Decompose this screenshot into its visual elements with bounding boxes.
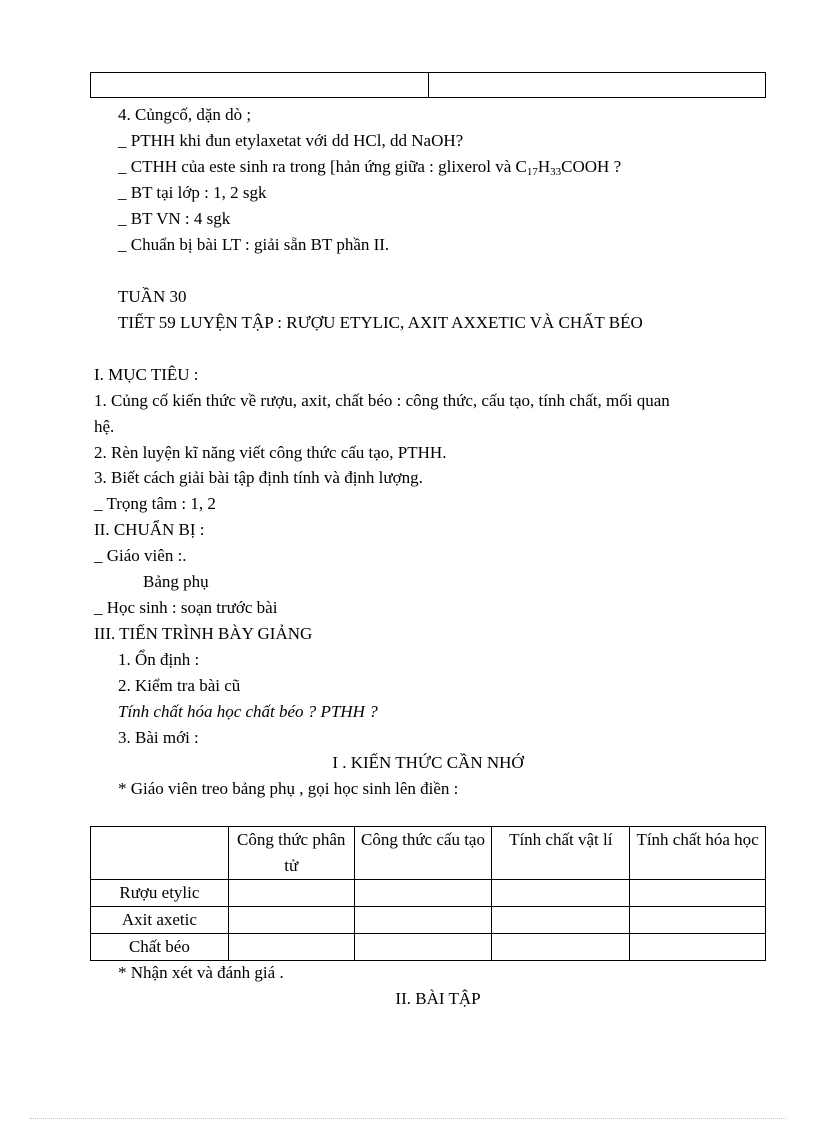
lesson-title: TIẾT 59 LUYỆN TẬP : RƯỢU ETYLIC, AXIT AXXETIC VÀ CHẤT BÉO — [118, 313, 643, 332]
preparation-teacher-item: Bảng phụ — [143, 572, 209, 591]
table-cell — [354, 880, 492, 907]
table-cell — [492, 880, 630, 907]
table-header-structure: Công thức cấu tạo — [354, 827, 492, 880]
section4-heading: 4. Củngcố, dặn dò ; — [118, 105, 252, 124]
knowledge-table — [90, 826, 766, 961]
table-header-physical: Tính chất vật lí — [492, 827, 630, 880]
process-step-3: 3. Bài mới : — [118, 728, 199, 747]
process-step-1: 1. Ổn định : — [118, 650, 200, 669]
table-cell — [228, 880, 354, 907]
row-label-chat-beo: Chất béo — [91, 934, 229, 961]
table-cell — [492, 934, 630, 961]
table-cell — [630, 907, 766, 934]
table-row — [91, 907, 766, 934]
focus-line: _ Trọng tâm : 1, 2 — [94, 494, 216, 513]
row-label-ruou: Rượu etylic — [91, 880, 229, 907]
table-header-row — [91, 827, 766, 880]
preparation-teacher: _ Giáo viên :. — [94, 546, 187, 565]
page-bottom-divider — [30, 1118, 786, 1119]
table-cell — [630, 880, 766, 907]
table-cell — [354, 934, 492, 961]
table-cell — [354, 907, 492, 934]
objective-1: 1. Củng cố kiến thức về rượu, axit, chất béo : công thức, cấu tạo, tính chất, mối quan — [94, 391, 670, 410]
teacher-instruction: * Giáo viên treo bảng phụ , gọi học sinh lên điền : — [118, 779, 459, 798]
row-label-axit: Axit axetic — [91, 907, 229, 934]
exercises-heading: II. BÀI TẬP — [395, 989, 481, 1008]
objective-2: 2. Rèn luyện kĩ năng viết công thức cấu tạo, PTHH. — [94, 443, 447, 462]
table-header-chemical: Tính chất hóa học — [630, 827, 766, 880]
table-row — [91, 934, 766, 961]
process-heading: III. TIẾN TRÌNH BÀY GIẢNG — [94, 624, 313, 643]
table-cell — [492, 907, 630, 934]
objectives-heading: I. MỤC TIÊU : — [94, 365, 199, 384]
objective-1-cont: hệ. — [94, 417, 115, 436]
objective-3: 3. Biết cách giải bài tập định tính và định lượng. — [94, 468, 423, 487]
table-header-formula: Công thức phân tử — [228, 827, 354, 880]
preparation-student: _ Học sinh : soạn trước bài — [94, 598, 278, 617]
section4-item-bt-lop: _ BT tại lớp : 1, 2 sgk — [118, 183, 267, 202]
table-cell — [228, 907, 354, 934]
evaluation-note: * Nhận xét và đánh giá . — [118, 963, 284, 982]
table-row — [91, 880, 766, 907]
table-header-blank — [91, 827, 229, 880]
section4-item-chuan-bi: _ Chuẩn bị bài LT : giải sẵn BT phần II. — [118, 235, 390, 254]
process-step-2: 2. Kiểm tra bài cũ — [118, 676, 241, 695]
table-cell — [228, 934, 354, 961]
top-table-cell-left — [91, 73, 429, 98]
preparation-heading: II. CHUẨN BỊ : — [94, 520, 205, 539]
knowledge-heading: I . KIẾN THỨC CẦN NHỚ — [332, 753, 524, 772]
table-cell — [630, 934, 766, 961]
top-table-cell-right — [428, 73, 766, 98]
process-question: Tính chất hóa học chất béo ? PTHH ? — [118, 702, 378, 721]
section4-item-bt-vn: _ BT VN : 4 sgk — [118, 209, 231, 228]
section4-item-pthh: _ PTHH khi đun etylaxetat với dd HCl, dd NaOH? — [118, 131, 464, 150]
top-table-fragment — [90, 72, 766, 98]
section4-item-ctthh: _ CTHH của este sinh ra trong [hản ứng giữa : glixerol và $C_{17}H_{33}COOH$ ? — [118, 157, 622, 178]
week-label: TUẦN 30 — [118, 287, 187, 306]
